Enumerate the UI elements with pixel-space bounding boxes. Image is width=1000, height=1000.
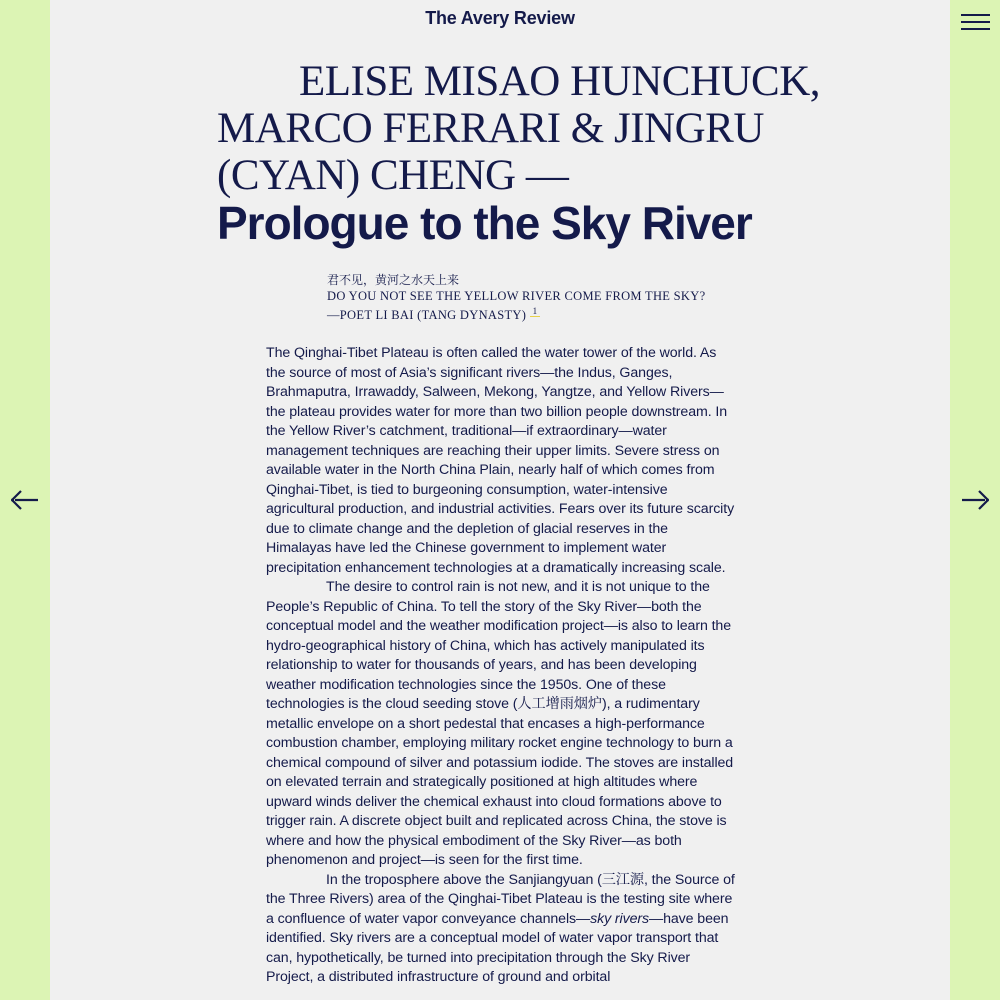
arrow-right-icon[interactable] xyxy=(961,487,989,513)
epigraph-chinese: 君不见，黄河之水天上来 xyxy=(327,273,460,287)
epigraph-english: DO YOU NOT SEE THE YELLOW RIVER COME FROM THE SKY? xyxy=(327,288,706,303)
article-authors: ELISE MISAO HUNCHUCK, MARCO FERRARI & JINGRU (CYAN) CHENG — xyxy=(217,58,821,199)
paragraph-3-text-cont: —have been identified. Sky rivers are a conceptual model of water vapor transport that can, hypothetically, be turned into precipitation through the Sky River Project, a distributed infrastructure of ground and orbital xyxy=(266,910,729,985)
article-page xyxy=(50,0,950,1000)
article-body xyxy=(266,344,736,988)
footnote-link[interactable]: 1 xyxy=(530,306,541,317)
epigraph xyxy=(327,273,747,324)
epigraph-attribution: —POET LI BAI (TANG DYNASTY) xyxy=(327,308,527,323)
paragraph-1: The Qinghai-Tibet Plateau is often called the water tower of the world. As the source of most of Asia’s significant rivers—the Indus, Ganges, Brahmaputra, Irrawaddy, Salween, Mekong, Yangtze, and Yellow Rivers—the plateau provides water for more than two billion people downstream. In the Yellow River’s catchment, traditional—if extraordinary—water management techniques are reaching their upper limits. Severe stress on available water in the North China Plain, nearly half of which comes from Qinghai-Tibet, is tied to burgeoning consumption, water-intensive agricultural production, and industrial activities. Fears over its future scarcity due to climate change and the depletion of glacial reserves in the Himalayas have led the Chinese government to implement water precipitation enhancement technologies at a dramatically increasing scale. xyxy=(266,345,735,576)
paragraph-3 xyxy=(266,871,736,988)
hamburger-menu-icon[interactable] xyxy=(961,14,990,30)
arrow-left-icon[interactable] xyxy=(11,487,39,513)
article-title: Prologue to the Sky River xyxy=(217,197,752,249)
epigraph-attribution-line xyxy=(327,304,747,324)
site-title[interactable]: The Avery Review xyxy=(425,8,575,28)
paragraph-3-text: In the troposphere above the Sanjiangyuan (三江源, the Source of the Three Rivers) area of the Qinghai-Tibet Plateau is the testing site where a confluence of water vapor conveyance channels— xyxy=(266,871,735,927)
paragraph-2: The desire to control rain is not new, and it is not unique to the People’s Republic of China. To tell the story of the Sky River—both the conceptual model and the weather modification project—is also to learn the hydro-geographical history of China, which has actively manipulated its relationship to water for thousands of years, and has been developing weather modification technologies since the 1950s. One of these technologies is the cloud seeding stove (人工增雨烟炉), a rudimentary metallic envelope on a short pedestal that encases a high-performance combustion chamber, employing military rocket engine technology to burn a chemical compound of silver and potassium iodide. The stoves are installed on elevated terrain and strategically positioned at high altitudes where upward winds deliver the chemical exhaust into cloud formations above to trigger rain. A discrete object built and replicated across China, the stove is where and how the physical embodiment of the Sky River—as both phenomenon and project—is seen for the first time. xyxy=(266,579,734,868)
sky-rivers-emphasis: sky rivers xyxy=(590,910,649,927)
